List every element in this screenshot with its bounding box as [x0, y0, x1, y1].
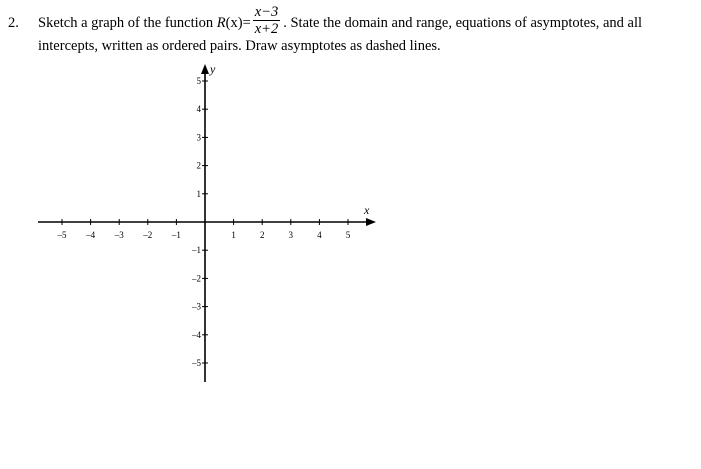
y-tick-label: –4 [192, 329, 201, 340]
problem-line-1 [8, 4, 643, 40]
y-tick-label: –5 [192, 358, 201, 368]
y-tick-label: –3 [192, 301, 201, 312]
x-tick-label: –5 [57, 230, 67, 240]
y-tick-label: –1 [192, 245, 201, 256]
problem-text-before: Sketch a graph of the function [38, 14, 214, 31]
y-tick-label: 5 [196, 76, 201, 86]
y-tick-label: 2 [196, 160, 201, 171]
x-tick-label: –2 [143, 230, 153, 240]
x-tick-label: 4 [317, 230, 322, 240]
function-variable: (x) [225, 14, 243, 31]
equals-sign: = [242, 14, 251, 31]
fraction-numerator: x−3 [254, 4, 279, 20]
x-tick-label: –1 [171, 230, 181, 240]
y-tick-label: 3 [196, 132, 201, 143]
y-axis-label: y [210, 62, 216, 76]
y-axis-arrow-icon [201, 64, 209, 74]
x-tick-label: 5 [345, 230, 351, 240]
rational-fraction [253, 4, 280, 37]
problem-statement [0, 0, 701, 60]
x-axis-arrow-icon [366, 218, 376, 226]
x-tick-label: –3 [114, 230, 124, 240]
y-tick-label: 1 [196, 188, 201, 199]
x-tick-label: 1 [231, 230, 236, 240]
problem-text-after: . State the domain and range, equations of asymptotes, and all [283, 14, 643, 31]
problem-number: 2. [8, 14, 19, 31]
fraction-denominator: x+2 [254, 21, 279, 37]
y-tick-label: –2 [192, 273, 201, 284]
y-tick-label: 4 [196, 104, 201, 115]
function-name: R [216, 14, 226, 31]
coordinate-grid [0, 55, 400, 385]
x-axis-label: x [364, 203, 370, 217]
x-tick-label: 3 [288, 230, 294, 240]
problem-line-2: intercepts, written as ordered pairs. Draw asymptotes as dashed lines. [38, 38, 441, 54]
x-tick-label: 2 [259, 230, 265, 240]
x-tick-label: –4 [86, 230, 96, 240]
